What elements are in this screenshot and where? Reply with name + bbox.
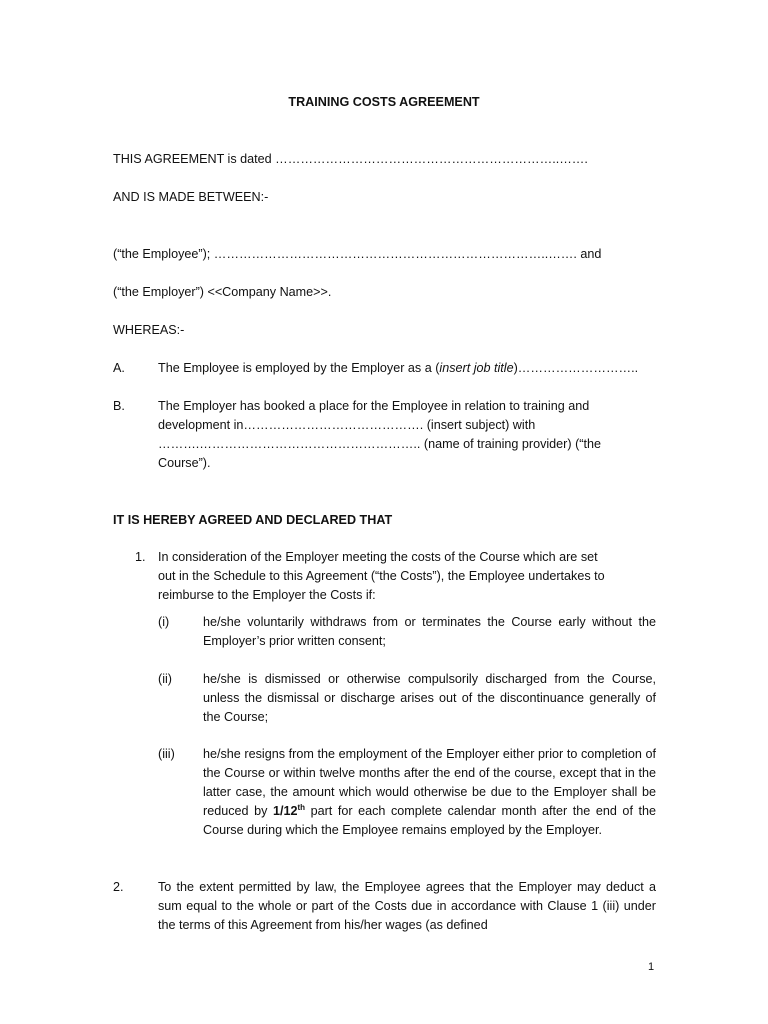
employer-party-line: (“the Employer”) <<Company Name>>.	[113, 285, 332, 299]
recital-b-line-2: development in……………………………………. (insert subject) with	[158, 418, 536, 432]
made-between-heading: AND IS MADE BETWEEN:-	[113, 190, 269, 204]
clause-2-label: 2.	[113, 880, 124, 894]
employee-party-line: (“the Employee”); ……………………………………………………………………..……. and	[113, 247, 602, 261]
page-number: 1	[648, 961, 655, 973]
clause-1-ii-text: he/she is dismissed or otherwise compulsorily discharged from the Course, unless the dismissal or discharge arises out of the discontinuance generally of the Course;	[203, 672, 656, 724]
clause-1-i-label: (i)	[158, 615, 170, 629]
clause-1-line-2: out in the Schedule to this Agreement (“the Costs”), the Employee undertakes to	[158, 569, 605, 583]
recital-b-line-1: The Employer has booked a place for the Employee in relation to training and	[158, 399, 590, 413]
clause-1-i-text: he/she voluntarily withdraws from or terminates the Course early without the Employer’s prior written consent;	[203, 615, 656, 648]
fraction-value: 1/12th	[272, 802, 306, 818]
clause-1-line-1: In consideration of the Employer meeting the costs of the Course which are set	[158, 550, 598, 564]
agreed-declared-heading: IT IS HEREBY AGREED AND DECLARED THAT	[113, 513, 393, 527]
clause-1-ii-label: (ii)	[158, 672, 172, 686]
job-title-placeholder: insert job title	[439, 361, 514, 375]
clause-1-line-3: reimburse to the Employer the Costs if:	[158, 588, 376, 602]
agreement-date-line: THIS AGREEMENT is dated …………………………………………………………..…….	[113, 152, 588, 166]
recital-a-text: The Employee is employed by the Employer as a (insert job title)………………………..	[158, 361, 639, 375]
recital-a-label: A.	[113, 361, 125, 375]
clause-2-text: To the extent permitted by law, the Employee agrees that the Employer may deduct a sum equal to the whole or part of the Costs due in accordance with Clause 1 (iii) under the terms of this Agreement from his/her wages (as defined	[158, 880, 656, 932]
document-title: TRAINING COSTS AGREEMENT	[288, 95, 480, 109]
clause-1-iii-label: (iii)	[158, 747, 175, 761]
recital-b-label: B.	[113, 399, 125, 413]
whereas-heading: WHEREAS:-	[113, 323, 185, 337]
recital-b-line-4: Course”).	[158, 456, 211, 470]
clause-1-label: 1.	[135, 550, 146, 564]
clause-1-iii-text: he/she resigns from the employment of the Employer either prior to completion of the Course or within twelve months after the end of the course, except that in the latter case, the amount which would otherwise be due to the Employer shall be reduced by 1/12th part for each complete calendar month after the end of the Course during which the Employee remains employed by the Employer.	[203, 747, 657, 837]
recital-b-line-3: ……….…………………………………………….. (name of training provider) (“the	[158, 437, 601, 451]
